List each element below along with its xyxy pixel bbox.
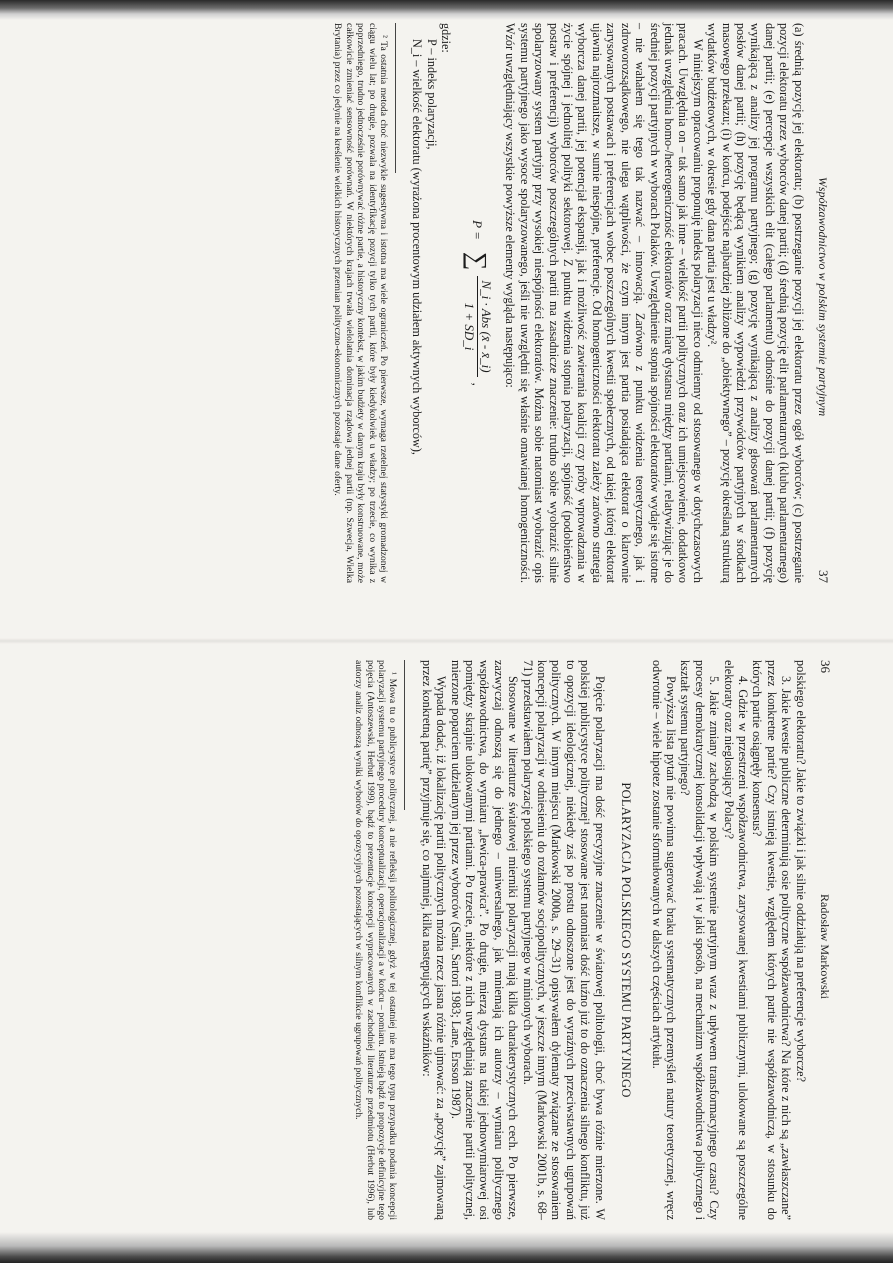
footnote: ² Ta ostatnia metoda choć niezwykle sugestywna i istotna ma wiele ograniczeń. Po pierwsze, wymaga rzetelnej statystyki gromadzonej w ciągu wielu lat; po drugie, pozwala na identyfikację pozycji tylko tych partii, które były kiedykolwiek u władzy; po trzecie, co wynika z poprzedniego, trudno jednocześnie porównywać różne partie, a historyczny kontekst, w jakim budżety w danym kraju były konstruowane, może całkowicie zmieniać sensowność porównań. W niektórych krajach trwała wielolatnia dominacja rządowa jednej partii (np. Szwecja, Wielka Brytania) przez co jedynie na kreślenie wielkich historycznych przemian polityczno-ekonomicznych pozostaje dane oferty. <box>332 23 390 583</box>
paragraph: 3. Jakie kwestie publiczne determinują osie polityczne współzawodnictwa? Na które z nich są „zawłaszczane” przez konkretne partie? Czy istnieją kwestie, względem których partie nie współzawodniczą, w stosunku do których partie osiągnęły konsensus? <box>750 660 794 1220</box>
polarization-formula <box>461 23 493 583</box>
footnote-rule <box>404 660 405 810</box>
definition-item: P – indeks polaryzacji, <box>424 39 439 150</box>
running-head <box>818 660 832 1220</box>
scan-edge-top <box>0 0 893 20</box>
formula-lhs: P = <box>470 220 486 240</box>
page-37 <box>60 23 830 583</box>
paragraph: polskiego elektoratu? Jakie to związki i jak silnie oddziałują na preferencje wyborcze? <box>793 660 808 1082</box>
scan-edge-bottom <box>0 1232 893 1263</box>
summation-sign: ∑ <box>463 251 493 271</box>
paragraph: Pojęcie polaryzacji ma dość precyzyjne znaczenie w światowej politologii, choć bywa różnie mierzone. W polskiej publicystyce politycznej¹ stosowane jest natomiast dość luźno już to do oznaczenia silnego konfliktu, już to opozycji ideologicznej, niekiedy zaś po prostu odnoszone jest do wyraźnych przeciwstawnych ugrupowań politycznych. W innym miejscu (Markowski 2000a, s. 29–31) opisywałem dylematy związane ze stosowaniem koncepcji polaryzacji w odniesieniu do rozłamów socjopolitycznych, w jeszcze innym (Markowski 2001b, s. 68–71) przedstawiałem polaryzację polskiego systemu partyjnego w minionych wyborach. <box>520 660 607 1220</box>
paragraph: Wypada dodać, iż lokalizację partii politycznych można rzecz jasna różnie ujmować: za „pozycję” zajmowaną przez konkretną partię” przyjmuje się, co najmniej, kilka następujących wskaźników: <box>419 660 449 1220</box>
running-head <box>816 23 830 583</box>
footnote-rule <box>395 23 396 173</box>
paragraph: Powyższa lista pytań nie powinna sugerować braku systematycznych przemyśleń natury teoretycznej, wręcz odwrotnie – wiele hipotez zostanie sformułowanych w dalszych częściach artykułu. <box>649 660 678 1220</box>
running-head-title: Współzawodnictwo w polskim systemie partyjnym <box>816 176 830 417</box>
section-heading: POLARYZACJA POLSKIEGO SYSTEMU PARTYJNEGO <box>619 782 634 1098</box>
running-head-author: Radosław Markowski <box>818 894 832 999</box>
formula-denominator: 1 + SD_i <box>461 302 477 351</box>
paragraph: Stosowane w literaturze światowej mierniki polaryzacji mają kilka charakterystycznych cech. Po pierwsze, zazwyczaj odnoszą się do jednego – uniwersalnego, jak mniemają ich autorzy – wymiaru politycznego współzawodnictwa, do wymiaru „lewica-prawica”. Po drugie, mierzą dystans na takiej jednowymiarowej osi pomiędzy skrajnie ulokowanymi partiami. Po trzecie, niektóre z nich uwzględniają znaczenie partii politycznej, mierzone poparciem udzielanym jej przez wyborców (Sani, Sartori 1983; Lane, Ersson 1987). <box>448 660 521 1220</box>
footnote: ¹ Mowa tu o publicystyce politycznej, a nie refleksji politologicznej, gdyż w tej ostatniej nie ma tego typu przypadku podania koncepcji polaryzacji systemu partyjnego procedury konceptualizacji, operacjonalizacji a w końcu – pomiaru. Istnieją bądź to propozycje definicyjne tego pojęcia (Antoszewski, Herbut 1999), bądź to prezentacje koncepcji wypracowanych w zachodniej literaturze przedmiotu (Herbut 1996), lub autorzy analiz odnoszą wyniki wyborów do opozycyjnych pozostających w silnym konflikcie ugrupowań politycznych. <box>353 660 399 1220</box>
formula-trail: , <box>470 382 486 386</box>
formula-fraction <box>461 276 493 376</box>
paragraph: 5. Jakie zmiany zachodzą w polskim systemie partyjnym wraz z upływem transformacyjnego czasu? Czy procesy demokratycznej konsolidacji wpływają i w jaki sposób, na mechanizm współzawodnictwa politycznego i kształt systemu partyjnego? <box>678 660 722 1220</box>
paragraph: W niniejszym opracowaniu proponuję indeks polaryzacji nieco odmienny od stosowanego w dotychczasowych pracach. Uwzględnia on – tak samo jak inne – wielkość partii politycznych oraz ich umiejscowienie, dodatkowo jednak uwzględnia homo-/heterogeniczność elektoratów oraz miarę dystansu między partiami, relatywizując je do średniej pozycji partyjnych w wyborach Polaków. Uwzględnienie stopnia spójności elektoratów wydaje się istotne – nie wahałem się tego tak nazwać – innowacją. Zarówno z punktu widzenia teoretycznego, jak i zdroworozsądkowego, nie ulega wątpliwości, że czym innym jest partia posiadająca elektorat o klarownie zarysowanych postawach i preferencjach wobec poszczególnych kwestii społecznych, od takiej, której elektorat ujawnia najrozmaitsze, w sumie niespójne, preferencje. Od homogeniczności elektoratu zależy zarówno strategia wyborcza danej partii, jej potencjał ekspansji, jak i możliwość zawierania koalicji czy próby wprowadzania w życie spójnej i jednolitej polityki sektorowej. Z punktu widzenia stopnia polaryzacji, spójność (podobieństwo postaw i preferencji) wyborców poszczególnych partii ma zasadnicze znaczenie: trudno sobie wyobrazić silnie spolaryzowany system partyjny przy wysokiej niespójności elektoratów. Można sobie natomiast wyobrazić opis systemu partyjnego jako wysoce spolaryzowanego, jeśli nie uwzględni się właśnie omawianej homogeniczności. Wzór uwzględniający wszystkie powyższe elementy wygląda następująco: <box>503 23 705 583</box>
paragraph: 4. Gdzie w przestrzeni współzawodnictwa, zarysowanej kwestiami publicznymi, ulokowane są poszczególne elektoraty oraz nieglosujący Polacy? <box>721 660 750 1220</box>
paragraph: (a) średnią pozycję jej elektoratu; (b) postrzeganie pozycji jej elektoratu przez ogół wyborców; (c) postrzeganie pozycji elektoratu przez wyborców danej partii; (d) średnią pozycję elit parlamentarnych (klubu parlamentarnego) danej partii; (e) percepcje wszystkich elit (całego parlamentu) odnośnie do pozycji danej partii; (f) pozycję wynikającą z analizy jej programu partyjnego; (g) pozycję wynikającą z analizy głosowań parlamentarnych posłów danej partii; (h) pozycję będącą wynikiem analizy wypowiedzi przywódców partyjnych w środkach masowego przekazu; (i) w końcu, podejście najbardziej zbliżone do „obiektywnego” – pozycję określaną strukturą wydatków budżetowych, w okresie gdy dana partia jest u władzy². <box>705 23 806 583</box>
definitions-intro: gdzie: <box>439 23 454 53</box>
definition-item: N_i – wielkość elektoratu (wyrażona procentowym udziałem aktywnych wyborców), <box>410 39 425 455</box>
page-number: 37 <box>816 570 831 583</box>
section-body <box>419 660 606 1220</box>
footnotes <box>353 660 399 1220</box>
body-text <box>503 23 806 583</box>
formula-definitions <box>410 23 453 583</box>
body-text <box>649 660 807 1220</box>
page-36 <box>62 660 832 1220</box>
formula-numerator: N_i · Abs (x̄ - x̄_i) <box>477 276 493 376</box>
book-gutter <box>0 638 893 644</box>
page-number: 36 <box>818 660 833 673</box>
footnotes <box>332 23 389 583</box>
